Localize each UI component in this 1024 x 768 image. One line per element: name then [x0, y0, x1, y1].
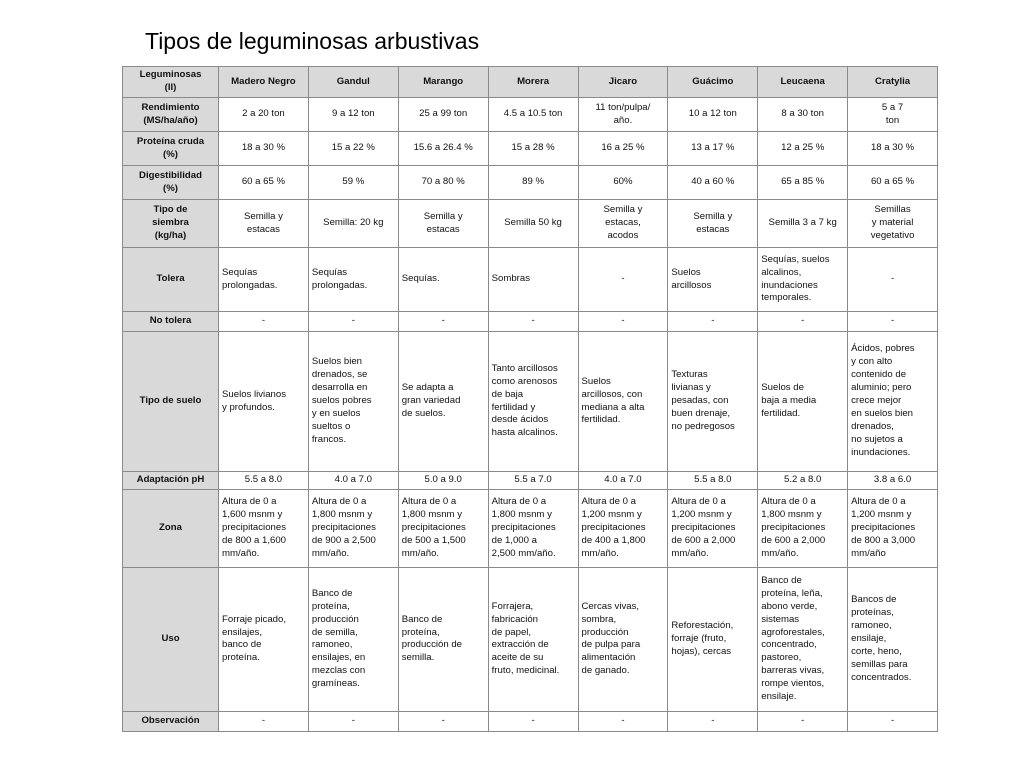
row-header: Adaptación pH [123, 472, 219, 490]
table-cell: Semilla 3 a 7 kg [758, 200, 848, 248]
table-cell: 11 ton/pulpa/ año. [578, 98, 668, 132]
table-cell: Suelos bien drenados, se desarrolla en suelos pobres y en suelos sueltos o francos. [308, 332, 398, 472]
column-header: Guácimo [668, 67, 758, 98]
row-header: Proteína cruda (%) [123, 132, 219, 166]
table-cell: 70 a 80 % [398, 166, 488, 200]
table-cell: 10 a 12 ton [668, 98, 758, 132]
table-cell: Suelos de baja a media fertilidad. [758, 332, 848, 472]
table-cell: Semilla y estacas [668, 200, 758, 248]
table-cell: Suelos arcillosos, con mediana a alta fertilidad. [578, 332, 668, 472]
table-cell: Semilla y estacas [398, 200, 488, 248]
table-cell: Semilla 50 kg [488, 200, 578, 248]
table-cell: - [668, 711, 758, 731]
table-cell: Texturas livianas y pesadas, con buen drenaje, no pedregosos [668, 332, 758, 472]
table-cell: 18 a 30 % [848, 132, 938, 166]
table-cell: 60 a 65 % [219, 166, 309, 200]
table-cell: 5.0 a 9.0 [398, 472, 488, 490]
column-header: Leucaena [758, 67, 848, 98]
table-cell: 5.5 a 7.0 [488, 472, 578, 490]
table-cell: - [398, 711, 488, 731]
column-header: Cratylia [848, 67, 938, 98]
table-row [123, 472, 938, 490]
slide-title: Tipos de leguminosas arbustivas [145, 28, 480, 54]
table-row [123, 312, 938, 332]
table-cell: - [758, 711, 848, 731]
table-cell: 2 a 20 ton [219, 98, 309, 132]
table-cell: Altura de 0 a 1,800 msnm y precipitaciones de 500 a 1,500 mm/año. [398, 489, 488, 567]
table-cell: Altura de 0 a 1,800 msnm y precipitaciones de 600 a 2,000 mm/año. [758, 489, 848, 567]
table-cell: 4.5 a 10.5 ton [488, 98, 578, 132]
row-header: Rendimiento (MS/ha/año) [123, 98, 219, 132]
table-row [123, 200, 938, 248]
table-cell: - [848, 248, 938, 312]
table-cell: - [848, 312, 938, 332]
table-cell: Semillas y material vegetativo [848, 200, 938, 248]
table-cell: 5 a 7 ton [848, 98, 938, 132]
table-row [123, 248, 938, 312]
table-cell: Tanto arcillosos como arenosos de baja fertilidad y desde ácidos hasta alcalinos. [488, 332, 578, 472]
table-cell: 25 a 99 ton [398, 98, 488, 132]
table-cell: Altura de 0 a 1,800 msnm y precipitaciones de 900 a 2,500 mm/año. [308, 489, 398, 567]
table-row [123, 332, 938, 472]
legumes-table-container [122, 66, 937, 732]
table-cell: Semilla: 20 kg [308, 200, 398, 248]
table-cell: - [219, 312, 309, 332]
table-row [123, 489, 938, 567]
table-cell: Reforestación, forraje (fruto, hojas), cercas [668, 567, 758, 711]
table-cell: Semilla y estacas, acodos [578, 200, 668, 248]
table-cell: Altura de 0 a 1,200 msnm y precipitaciones de 800 a 3,000 mm/año [848, 489, 938, 567]
table-cell: Banco de proteína, leña, abono verde, sistemas agroforestales, concentrado, pastoreo, barreras vivas, rompe vientos, ensilaje. [758, 567, 848, 711]
row-header: Tolera [123, 248, 219, 312]
table-cell: 8 a 30 ton [758, 98, 848, 132]
table-cell: 5.5 a 8.0 [668, 472, 758, 490]
table-cell: Sequías, suelos alcalinos, inundaciones temporales. [758, 248, 848, 312]
table-cell: 9 a 12 ton [308, 98, 398, 132]
table-cell: 15 a 22 % [308, 132, 398, 166]
table-cell: Altura de 0 a 1,800 msnm y precipitaciones de 1,000 a 2,500 mm/año. [488, 489, 578, 567]
table-cell: 59 % [308, 166, 398, 200]
table-cell: - [398, 312, 488, 332]
table-cell: - [308, 312, 398, 332]
column-header: Morera [488, 67, 578, 98]
table-cell: 18 a 30 % [219, 132, 309, 166]
table-cell: Semilla y estacas [219, 200, 309, 248]
table-cell: Sequías. [398, 248, 488, 312]
table-cell: 16 a 25 % [578, 132, 668, 166]
table-row [123, 711, 938, 731]
table-cell: 15.6 a 26.4 % [398, 132, 488, 166]
table-cell: 65 a 85 % [758, 166, 848, 200]
row-header: No tolera [123, 312, 219, 332]
table-cell: Sequías prolongadas. [219, 248, 309, 312]
row-header: Zona [123, 489, 219, 567]
row-header: Digestibilidad (%) [123, 166, 219, 200]
table-cell: 60% [578, 166, 668, 200]
table-cell: - [578, 711, 668, 731]
table-cell: - [578, 312, 668, 332]
table-cell: 40 a 60 % [668, 166, 758, 200]
table-cell: 13 a 17 % [668, 132, 758, 166]
table-cell: - [488, 312, 578, 332]
table-row [123, 567, 938, 711]
table-cell: 5.5 a 8.0 [219, 472, 309, 490]
table-row [123, 98, 938, 132]
table-cell: 12 a 25 % [758, 132, 848, 166]
table-cell: - [219, 711, 309, 731]
table-cell: 60 a 65 % [848, 166, 938, 200]
table-cell: Suelos livianos y profundos. [219, 332, 309, 472]
table-cell: Banco de proteína, producción de semilla. [398, 567, 488, 711]
table-cell: - [848, 711, 938, 731]
table-cell: - [308, 711, 398, 731]
row-header: Tipo de suelo [123, 332, 219, 472]
column-header: Marango [398, 67, 488, 98]
table-row [123, 166, 938, 200]
table-row [123, 132, 938, 166]
row-header: Observación [123, 711, 219, 731]
column-header: Madero Negro [219, 67, 309, 98]
table-cell: - [668, 312, 758, 332]
table-cell: - [488, 711, 578, 731]
table-cell: 5.2 a 8.0 [758, 472, 848, 490]
corner-header: Leguminosas (II) [123, 67, 219, 98]
table-cell: Ácidos, pobres y con alto contenido de aluminio; pero crece mejor en suelos bien drenados, no sujetos a inundaciones. [848, 332, 938, 472]
table-header-row [123, 67, 938, 98]
table-cell: Sombras [488, 248, 578, 312]
table-cell: Bancos de proteínas, ramoneo, ensilaje, corte, heno, semillas para concentrados. [848, 567, 938, 711]
table-cell: Sequías prolongadas. [308, 248, 398, 312]
column-header: Jicaro [578, 67, 668, 98]
table-cell: 15 a 28 % [488, 132, 578, 166]
table-cell: Forraje picado, ensilajes, banco de proteína. [219, 567, 309, 711]
table-cell: Se adapta a gran variedad de suelos. [398, 332, 488, 472]
column-header: Gandul [308, 67, 398, 98]
row-header: Uso [123, 567, 219, 711]
table-cell: 4.0 a 7.0 [578, 472, 668, 490]
table-cell: 3.8 a 6.0 [848, 472, 938, 490]
table-cell: Forrajera, fabricación de papel, extracción de aceite de su fruto, medicinal. [488, 567, 578, 711]
table-cell: - [758, 312, 848, 332]
table-cell: Altura de 0 a 1,200 msnm y precipitaciones de 400 a 1,800 mm/año. [578, 489, 668, 567]
table-cell: - [578, 248, 668, 312]
table-cell: Banco de proteína, producción de semilla, ramoneo, ensilajes, en mezclas con gramíneas. [308, 567, 398, 711]
row-header: Tipo de siembra (kg/ha) [123, 200, 219, 248]
table-cell: Suelos arcillosos [668, 248, 758, 312]
legumes-table [122, 66, 938, 732]
table-cell: 89 % [488, 166, 578, 200]
table-cell: Altura de 0 a 1,200 msnm y precipitaciones de 600 a 2,000 mm/año. [668, 489, 758, 567]
table-cell: 4.0 a 7.0 [308, 472, 398, 490]
table-cell: Cercas vivas, sombra, producción de pulpa para alimentación de ganado. [578, 567, 668, 711]
table-cell: Altura de 0 a 1,600 msnm y precipitaciones de 800 a 1,600 mm/año. [219, 489, 309, 567]
